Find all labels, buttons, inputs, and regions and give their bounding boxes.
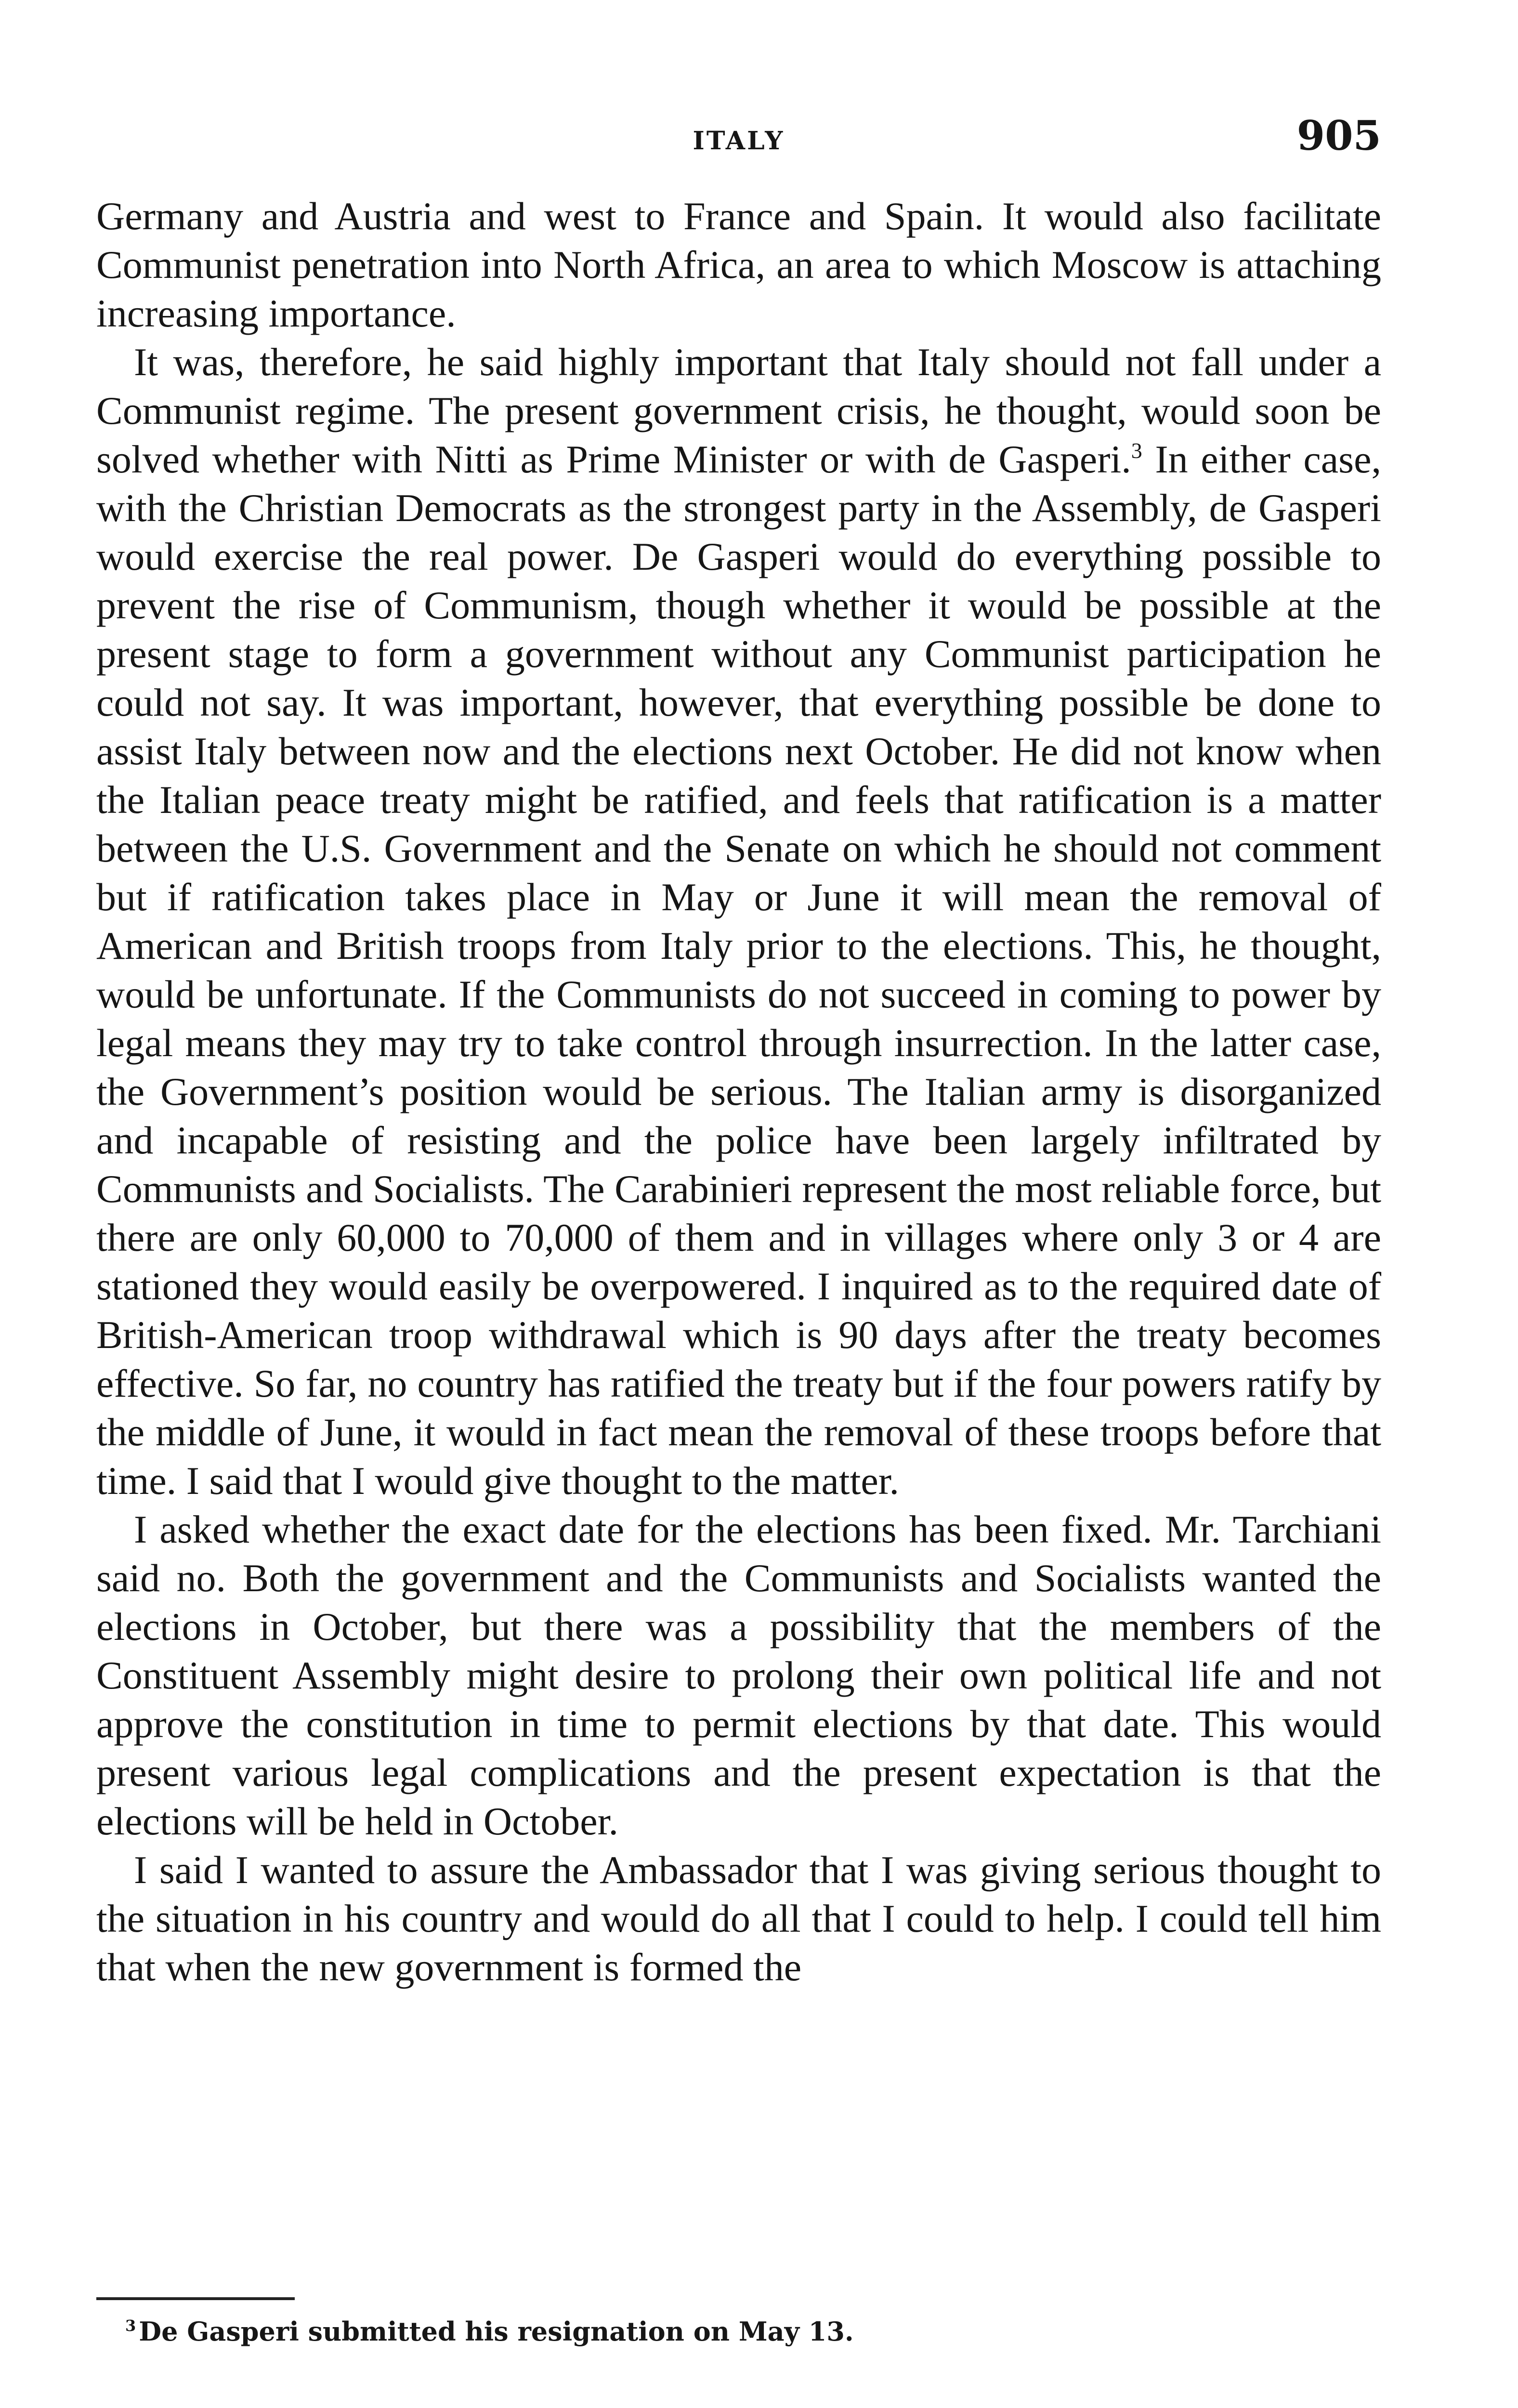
paragraph-3: I asked whether the exact date for the elections has been fixed. Mr. Tarchiani said no. Both the government and the Communists and Socialists wanted the elections in October, but there was a possibility that the members of the Constituent Assembly might desire to prolong their own political life and not approve the constitution in time to permit elections by that date. This would present various legal complications and the present expectation is that the elections will be held in October. [96, 1507, 1381, 1843]
footnote-marker: 3 [125, 2316, 136, 2335]
paragraph-1: Germany and Austria and west to France and Spain. It would also facilitate Communist penetration into North Africa, an area to which Moscow is attaching increasing importance. [96, 194, 1381, 335]
footnote-divider [96, 2297, 295, 2300]
running-head: ITALY [693, 126, 785, 156]
footnote-text: De Gasperi submitted his resignation on May 13. [139, 2316, 854, 2347]
paragraph-2-text-after-note: In either case, with the Christian Democrats as the strongest party in the Assembly, de Gasperi would exercise the real power. De Gasperi would do everything possible to prevent the rise of Communism, though whether it would be possible at the present stage to form a government without any Communist participation he could not say. It was important, however, that everything possible be done to assist Italy between now and the elections next October. He did not know when the Italian peace treaty might be ratified, and feels that ratification is a matter between the U.S. Government and the Senate on which he should not comment but if ratification takes place in May or June it will mean the removal of American and British troops from Italy prior to the elections. This, he thought, would be unfortunate. If the Communists do not succeed in coming to power by legal means they may try to take control through insurrection. In the latter case, the Government’s position would be serious. The Italian army is disorganized and incapable of resisting and the police have been largely infiltrated by Communists and Socialists. The Carabinieri represent the most reliable force, but there are only 60,000 to 70,000 of them and in villages where only 3 or 4 are stationed they would easily be overpowered. I inquired as to the required date of British-American troop withdrawal which is 90 days after the treaty becomes effective. So far, no country has ratified the treaty but if the four powers ratify by the middle of June, it would in fact mean the removal of these troops before that time. I said that I would give thought to the matter. [96, 437, 1381, 1503]
footnote-reference: 3 [1131, 438, 1142, 463]
page-number: 905 [1296, 112, 1381, 159]
paragraph-2-text-before-note: It was, therefore, he said highly important that Italy should not fall under a Communist regime. The present government crisis, he thought, would soon be solved whether with Nitti as Prime Minister or with de Gasperi. [96, 340, 1381, 481]
body-text [96, 192, 1381, 1991]
paragraph-2 [96, 338, 1381, 1505]
page-header [96, 112, 1381, 165]
paragraph-4: I said I wanted to assure the Ambassador that I was giving serious thought to the situation in his country and would do all that I could to help. I could tell him that when the new government is formed the [96, 1848, 1381, 1989]
footnote [125, 2315, 1377, 2348]
